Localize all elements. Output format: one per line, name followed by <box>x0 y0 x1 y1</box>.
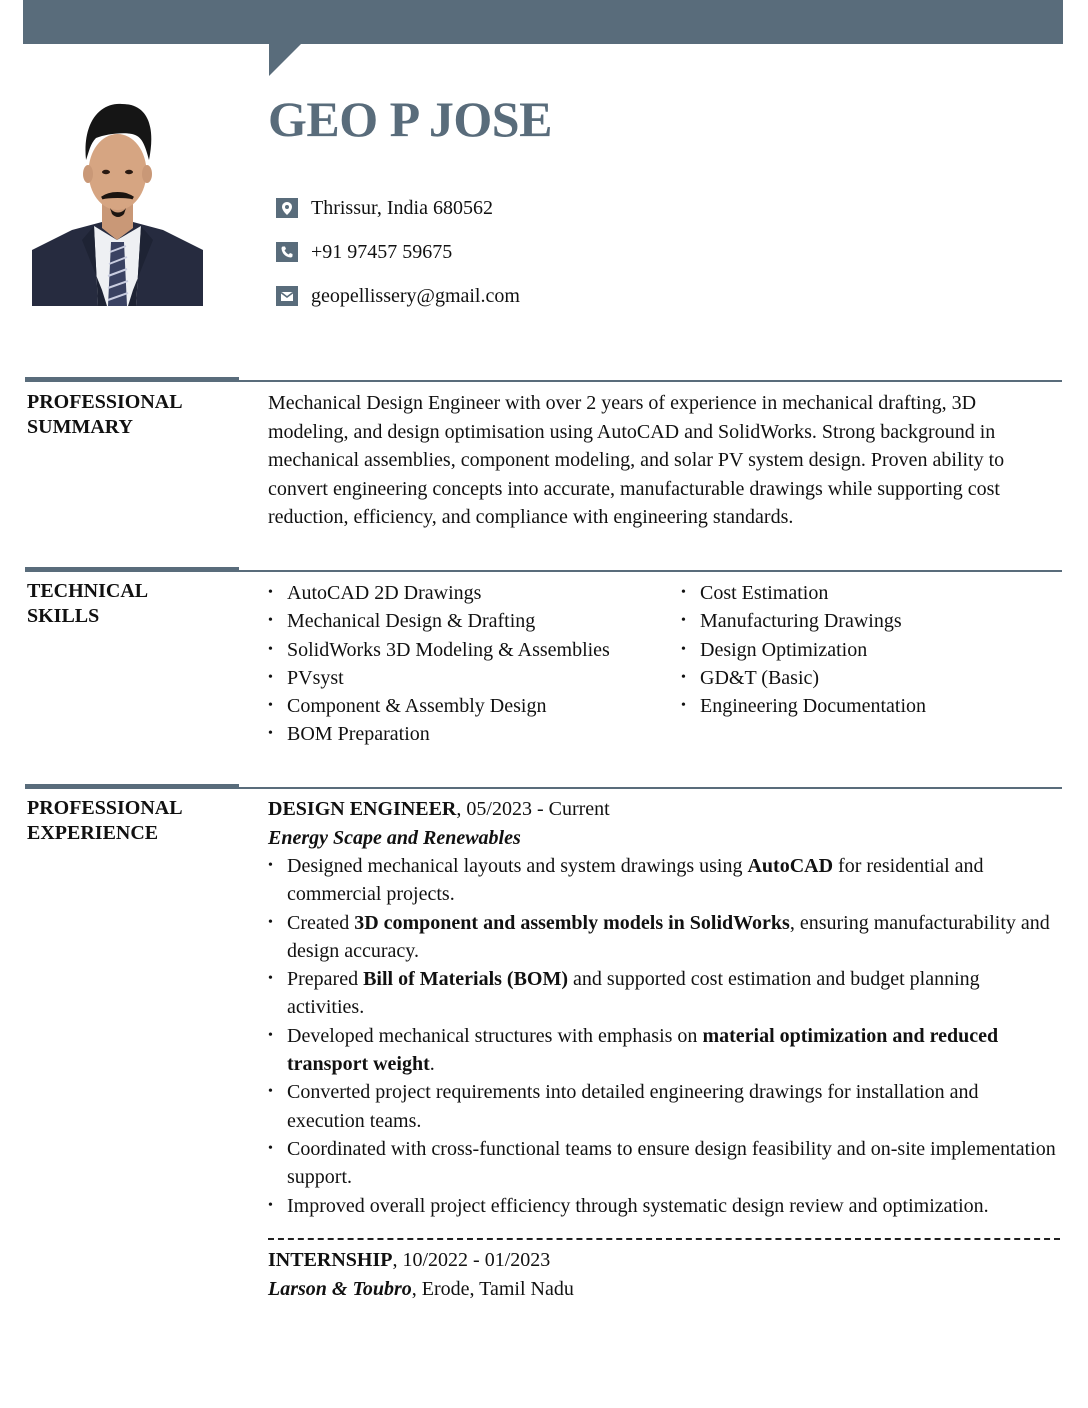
skill-item: • GD&T (Basic) <box>681 664 926 692</box>
section-divider <box>25 376 1062 382</box>
job-title: DESIGN ENGINEER <box>268 798 457 820</box>
contact-phone <box>276 241 452 263</box>
contact-email <box>276 285 520 307</box>
job-bullet: • Created 3D component and assembly models in SolidWorks, ensuring manufacturability and design accuracy. <box>268 909 1058 966</box>
phone-text[interactable]: +91 97457 59675 <box>311 241 453 263</box>
skill-item: • Mechanical Design & Drafting <box>268 607 610 635</box>
summary-text: Mechanical Design Engineer with over 2 years of experience in mechanical drafting, 3D modeling, and design optimisation using AutoCAD and SolidWorks. Strong background in mechanical assemblies, component modeling, and solar PV system design. Proven ability to convert engineering concepts into accurate, manufacturable drawings while supporting cost reduction, efficiency, and compliance with engineering standards. <box>268 392 1005 528</box>
job-bullet: • Converted project requirements into detailed engineering drawings for installation and execution teams. <box>268 1078 1058 1135</box>
job-title: INTERNSHIP <box>268 1249 393 1271</box>
skill-item: • Engineering Documentation <box>681 692 926 720</box>
job-location: , Erode, Tamil Nadu <box>411 1277 574 1300</box>
section-divider <box>25 566 1062 572</box>
job-bullet: • Improved overall project efficiency through systematic design review and optimization. <box>268 1192 1058 1220</box>
job-entry <box>268 1246 1058 1303</box>
job-entry <box>268 795 1058 1220</box>
skill-item: • PVsyst <box>268 664 610 692</box>
skill-item: • Manufacturing Drawings <box>681 607 926 635</box>
profile-photo <box>32 90 203 306</box>
job-bullet: • Developed mechanical structures with emphasis on material optimization and reduced transport weight. <box>268 1022 1058 1079</box>
skill-item: • Design Optimization <box>681 636 926 664</box>
section-divider <box>25 783 1062 789</box>
job-bullets <box>268 852 1058 1220</box>
skills-heading: TECHNICAL SKILLS <box>27 580 149 627</box>
location-text: Thrissur, India 680562 <box>311 197 493 219</box>
job-bullet: • Prepared Bill of Materials (BOM) and supported cost estimation and budget planning activities. <box>268 965 1058 1022</box>
skill-item: • AutoCAD 2D Drawings <box>268 579 610 607</box>
job-bullet: • Designed mechanical layouts and system drawings using AutoCAD for residential and commercial projects. <box>268 852 1058 909</box>
job-title-line <box>268 795 1058 824</box>
job-company: Larson & Toubro <box>268 1277 412 1300</box>
location-pin-icon <box>276 198 298 218</box>
envelope-icon <box>276 286 298 306</box>
skill-item: • SolidWorks 3D Modeling & Assemblies <box>268 636 610 664</box>
skills-list-right <box>681 579 926 720</box>
skill-item: • Cost Estimation <box>681 579 926 607</box>
portrait-image <box>32 90 203 306</box>
job-company-line <box>268 1275 1058 1304</box>
skill-item: • BOM Preparation <box>268 720 610 748</box>
job-title-line <box>268 1246 1058 1275</box>
job-dates: , 10/2022 - 01/2023 <box>392 1249 551 1271</box>
job-company: Energy Scape and Renewables <box>268 826 521 849</box>
email-link[interactable]: geopellissery@gmail.com <box>311 285 520 307</box>
skill-item: • Component & Assembly Design <box>268 692 610 720</box>
job-dates: , 05/2023 - Current <box>456 798 610 820</box>
job-separator <box>268 1238 1060 1240</box>
candidate-name: GEO P JOSE <box>268 91 552 147</box>
header-band <box>23 0 1063 44</box>
skills-list-left <box>268 579 610 749</box>
header-notch <box>269 44 301 76</box>
phone-icon <box>276 242 298 262</box>
contact-location <box>276 197 493 219</box>
summary-heading: PROFESSIONAL SUMMARY <box>27 391 183 438</box>
experience-heading: PROFESSIONAL EXPERIENCE <box>27 797 183 844</box>
job-bullet: • Coordinated with cross-functional teams to ensure design feasibility and on-site implementation support. <box>268 1135 1058 1192</box>
